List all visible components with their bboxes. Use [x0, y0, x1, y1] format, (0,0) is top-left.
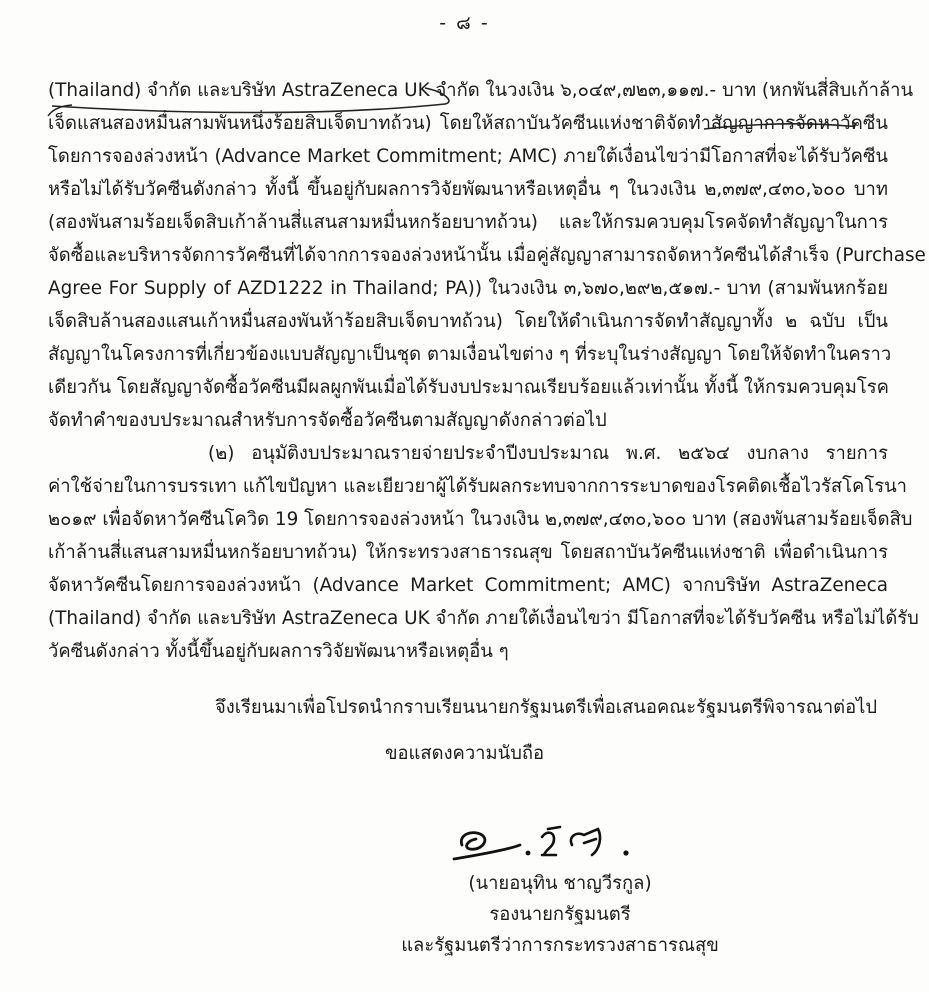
paragraph1-line: สัญญาในโครงการที่เกี่ยวข้องแบบสัญญาเป็นชุด ตามเงื่อนไขต่าง ๆ ที่ระบุในร่างสัญญา โดยให้จัดทำในคราว — [48, 344, 892, 365]
closing-request: จึงเรียนมาเพื่อโปรดนำกราบเรียนนายกรัฐมนตรีเพื่อเสนอคณะรัฐมนตรีพิจารณาต่อไป — [215, 697, 878, 718]
paragraph1-line: จัดทำคำของบประมาณสำหรับการจัดซื้อวัคซีนตามสัญญาดังกล่าวต่อไป — [48, 410, 607, 431]
signatory-block — [395, 868, 725, 961]
paragraph1-line: Agree For Supply of AZD1222 in Thailand; PA)) ในวงเงิน ๓,๖๗๐,๒๙๒,๕๑๗.- บาท (สามพันหกร้อย — [48, 278, 888, 299]
paragraph2-line: เก้าล้านสี่แสนสามหมื่นหกร้อยบาทถ้วน) ให้กระทรวงสาธารณสุข โดยสถาบันวัคซีนแห่งชาติ เพื่อดำเนินการ — [48, 542, 888, 563]
paragraph1-line: เจ็ดสิบล้านสองแสนเก้าหมื่นสองพันห้าร้อยสิบเจ็ดบาทถ้วน) โดยให้ดำเนินการจัดทำสัญญาทั้ง ๒ ฉบับ เป็น — [48, 311, 888, 332]
paragraph2-line: (Thailand) จำกัด และบริษัท AstraZeneca UK จำกัด ภายใต้เงื่อนไขว่า มีโอกาสที่จะได้รับวัคซีน หรือไม่ได้รับ — [48, 608, 919, 629]
signatory-ministry: และรัฐมนตรีว่าการกระทรวงสาธารณสุข — [401, 935, 719, 956]
paragraph2-line: (๒) อนุมัติงบประมาณรายจ่ายประจำปีงบประมาณ พ.ศ. ๒๕๖๔ งบกลาง รายการ — [208, 443, 888, 464]
page-number: - ๘ - — [439, 12, 490, 34]
paragraph2-line: จัดหาวัคซีนโดยการจองล่วงหน้า (Advance Market Commitment; AMC) จากบริษัท AstraZeneca — [48, 575, 888, 596]
signatory-position: รองนายกรัฐมนตรี — [489, 904, 631, 925]
paragraph2-line: ค่าใช้จ่ายในการบรรเทา แก้ไขปัญหา และเยียวยาผู้ได้รับผลกระทบจากการระบาดของโรคติดเชื้อไวรัสโคโรนา — [48, 476, 907, 497]
paragraph1-line: เดียวกัน โดยสัญญาจัดซื้อวัคซีนมีผลผูกพันเมื่อได้รับงบประมาณเรียบร้อยแล้วเท่านั้น ทั้งนี้ ให้กรมควบคุมโรค — [48, 377, 889, 398]
paragraph1-line: โดยการจองล่วงหน้า (Advance Market Commitment; AMC) ภายใต้เงื่อนไขว่ามีโอกาสที่จะได้รับวัคซีน — [48, 146, 888, 167]
paragraph2-line: วัคซีนดังกล่าว ทั้งนี้ขึ้นอยู่กับผลการวิจัยพัฒนาหรือเหตุอื่น ๆ — [48, 641, 509, 662]
document-body — [48, 74, 926, 668]
paragraph2-line: ๒๐๑๙ เพื่อจัดหาวัคซีนโควิด 19 โดยการจองล่วงหน้า ในวงเงิน ๒,๓๗๙,๔๓๐,๖๐๐ บาท (สองพันสามร้อยเจ็ดสิบ — [48, 509, 913, 530]
paragraph1-line: (สองพันสามร้อยเจ็ดสิบเก้าล้านสี่แสนสามหมื่นหกร้อยบาทถ้วน) และให้กรมควบคุมโรคจัดทำสัญญาในการ — [48, 212, 888, 233]
closing-regards: ขอแสดงความนับถือ — [384, 743, 545, 764]
paragraph1-line: จัดซื้อและบริหารจัดการวัคซีนที่ได้จากการจองล่วงหน้านั้น เมื่อคู่สัญญาสามารถจัดหาวัคซีนได้สำเร็จ (Purchase — [48, 245, 926, 266]
paragraph1-line: เจ็ดแสนสองหมื่นสามพันหนึ่งร้อยสิบเจ็ดบาทถ้วน) โดยให้สถาบันวัคซีนแห่งชาติจัดทำสัญญาการจัดหาวัคซีน — [48, 113, 888, 134]
handwritten-signature-icon — [450, 815, 650, 865]
paragraph1-line: หรือไม่ได้รับวัคซีนดังกล่าว ทั้งนี้ ขึ้นอยู่กับผลการวิจัยพัฒนาหรือเหตุอื่น ๆ ในวงเงิน ๒,๓๗๙,๔๓๐,๖๐๐ บาท — [48, 179, 888, 200]
paragraph1-line: (Thailand) จำกัด และบริษัท AstraZeneca UK จำกัด ในวงเงิน ๖,๐๔๙,๗๒๓,๑๑๗.- บาท (หกพันสี่สิบเก้าล้าน — [48, 80, 914, 101]
signatory-name: (นายอนุทิน ชาญวีรกูล) — [468, 873, 652, 894]
